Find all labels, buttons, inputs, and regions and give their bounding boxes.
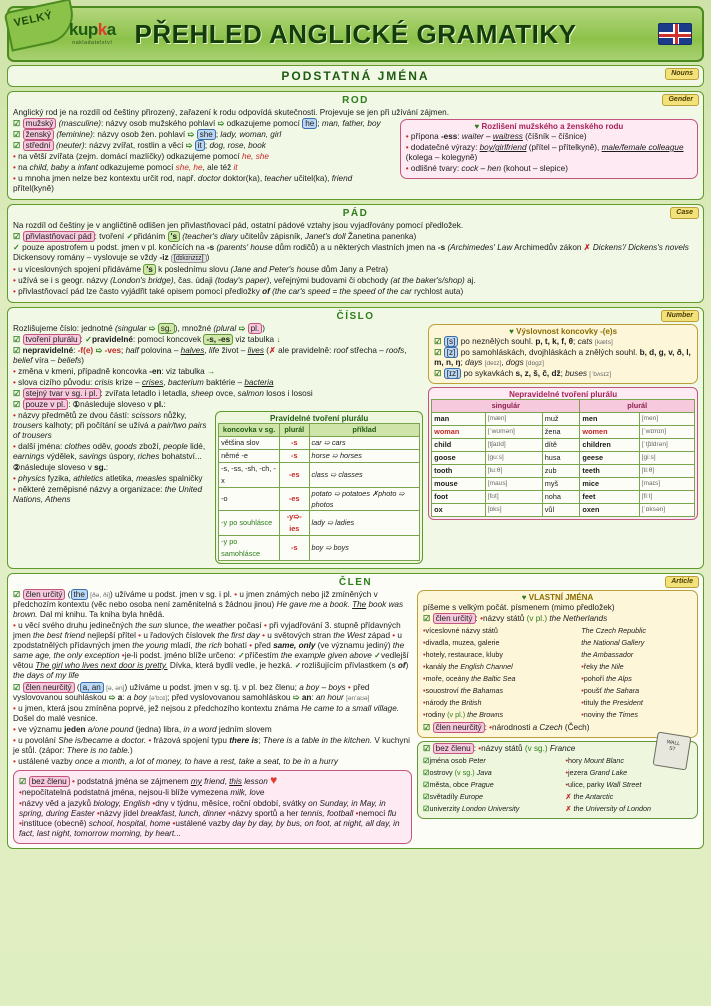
number-title: ČÍSLO — [336, 310, 375, 322]
no-article-box: ☑ bez členu • podstatná jména se zájmenem my friend, this lesson ♥ •nepočítatelná podstatná jména, nejsou-li blíže vymezena milk, love •názvy věd a jazyků biology, English •dny v týdnu, měsíce, roční období, svátky on Sunday, in May, in spring, during Easter •názvy jídel breakfast, lunch, dinner •názvy sportů a her tennis, football •nemocí flu •instituce (obecně) school, hospital, home •ustálené vazby day by day, by bus, on foot, at night, all day, in fact, last night, tomorrow morning, by heart... — [13, 770, 412, 845]
publisher-logo — [69, 20, 116, 46]
velky-badge-label: VELKÝ — [12, 9, 54, 30]
number-tag: Number — [661, 310, 699, 322]
velky-badge — [4, 0, 79, 52]
gender-box-title: Rozlišení mužského a ženského rodu — [481, 122, 624, 131]
gender-title: ROD — [342, 95, 369, 106]
irregular-plural-caption: Nepravidelné tvoření plurálu — [509, 389, 618, 399]
wall-street-sign-icon: WALL ST — [653, 731, 692, 770]
gender-distinction-box: ♥ Rozlišení mužského a ženského rodu • přípona -ess: waiter – waitress (číšník – číšnice) • dodatečné výrazy: boy/girlfriend (přítel – přítelkyně), male/female colleague (kolega – kolegyně) • odlišné tvary: cock – hen (kohout – slepice) — [400, 119, 698, 179]
col-plural: plurál — [280, 423, 310, 436]
article-title: ČLEN — [338, 576, 373, 588]
col-example: příklad — [309, 423, 420, 436]
table-row: tooth [tuːθ] zub teeth [tiːθ] — [432, 464, 695, 477]
nouns-tag: Nouns — [665, 68, 699, 80]
proper-nouns-intro: píšeme s velkým počát. písmenem (mimo předložek) — [423, 602, 615, 612]
table-row: -y po samohlásce -s boy ➯ boys — [219, 535, 420, 560]
table-row: foot [fʊt] noha feet [fiːt] — [432, 490, 695, 503]
case-title: PÁD — [342, 208, 369, 219]
nouns-title: PODSTATNÁ JMÉNA — [281, 69, 430, 83]
table-row: ox [ɒks] vůl oxen [ˈɒksən] — [432, 503, 695, 516]
number-band: ČÍSLO Number Rozlišujeme číslo: jednotné (singular ➯ sg. ), množné (plural ➯ pl. ) ☑ tvoření plurálu : ✓pravidelné: pomocí koncovek -s, -es viz tabulka ↓ ☑ nepravidelné: -f(e) ➯ -ves; half polovina – halves, life život – lives (✗ ale pravidelně: roof střecha – roofs, belief víra – beliefs) • změna v kmeni, případně koncovka -en: viz tabulka → • slova cizího původu: crisis krize – crises, bacterium baktérie – bacteria ☑ stejný tvar v sg. i pl. : zvířata letadlo i letadla, sheep ovce, salmon losos i lososi ☑ pouze v pl. : ①následuje sloveso v pl.: • názvy předmětů ze dvou částí: scissors nůžky, trousers kalhoty; při počítání se užívá a pair/two pairs of trousers • další jména: clothes oděv, goods zboží, people lidé, earnings výdělek, savings úspory, riches bohatství... ②následuje sloveso v sg.: • physics fyzika, athletics atletika, measles spalničky • některé zeměpisné názvy a organizace: the United Nations, Athens Pravidelné tvoření plurálu koncovka v sg. plurál příklad většina slov -s car ➯ cars němé -e -s horse ➯ horses -s, -ss, -sh, -ch, -x -es class ➯ classes -o -es potato ➯ potatoes ✗photo ➯ photos -y po souhlásce -y➯-ies lady ➯ ladies -y po samohlásce -s boy ➯ boys ♥ Výslovnost koncovky -(e)s ☑ [s] po neznělých souhl. p, t, k, f, θ; cats [kæts] ☑ [z] po samohláskách, dvojhláskách a znělých souhl. b, d, g, v, ð, l, m, n, ŋ; days [deɪz], dogs [dɒgz] ☑ [ɪz] po sykavkách s, z, š, č, dž; buses [ˈbʌsɪz] Nepravidelné tvoření plurálu singulár plurál man [mæn] muž men [men] woman [ˈwʊmən] žena women [ˈwɪmɪn] child [tʃaɪld] dítě children [ˈtʃɪldrən] goose [guːs] husa geese [giːs] tooth [tuːθ] zub teeth [tiːθ] mouse [maʊs] myš mice [maɪs] foot [fʊt] noha feet [fiːt] ox [ɒks] vůl oxen [ˈɒksən] — [7, 307, 704, 569]
table-row: goose [guːs] husa geese [giːs] — [432, 451, 695, 464]
table-row: woman [ˈwʊmən] žena women [ˈwɪmɪn] — [432, 425, 695, 438]
table-row: man [mæn] muž men [men] — [432, 412, 695, 425]
page-title: PŘEHLED ANGLICKÉ GRAMATIKY — [134, 18, 577, 49]
header — [7, 6, 704, 62]
gender-band: ROD Gender Anglický rod je na rozdíl od češtiny přirozený, zařazení k rodu odpovídá skutečnosti. Projevuje se jen při užívání zájmen. ☑ mužský (masculine): názvy osob mužského pohlaví ➯ odkazujeme pomocí he ; man, father, boy ☑ ženský (feminine): názvy osob žen. pohlaví ➯ she ; lady, woman, girl ☑ střední (neuter): názvy zvířat, rostlin a věcí ➯ it ; dog, rose, book • na větší zvířata (zejm. domácí mazlíčky) odkazujeme pomocí he, she • na child, baby a infant odkazujeme pomocí she, he, ale též it • u mnoha jmen nelze bez kontextu určit rod, např. doctor doktor(ka), teacher učitel(ka), friend přítel(kyně) ♥ Rozlišení mužského a ženského rodu • přípona -ess: waiter – waitress (číšník – číšnice) • dodatečné výrazy: boy/girlfriend (přítel – přítelkyně), male/female colleague (kolega – kolegyně) • odlišné tvary: cock – hen (kohout – slepice) — [7, 91, 704, 200]
regular-plural-table — [218, 423, 420, 561]
regular-plural-table-wrap — [215, 411, 423, 564]
proper-nouns-title: VLASTNÍ JMÉNA — [528, 592, 594, 602]
table-row: -s, -ss, -sh, -ch, -x -es class ➯ classes — [219, 462, 420, 487]
article-band: ČLEN Article ☑ člen určitý ( the [ðə, ði]) užíváme u podst. jmen v sg. i pl. • u jmen známých nebo již zmíněných v předchozím kontextu (věc nebo osoba není zaměnitelná s žádnou jinou) He gave me a book. The book was brown. Dal mi knihu. Ta kniha byla hnědá. • u věcí svého druhu jedinečných the sun slunce, the weather počasí • při vyjadřování 3. stupně přídavných jmen the best friend nejlepší přítel • u řadových číslovek the first day • u světových stran the West západ • u zpodstatnělých přídavných jmen the young mladí, the rich bohatí • před same, only (ve významu jediný) the same age, the only exception •je-li podst. jméno blíže určeno: ✓příčestím the example given above ✓vedlejší větou The girl who lives next door is pretty. Dívka, která bydlí vedle, je hezká. ✓rozlišujícím přívlastkem (s of) the days of my life ☑ člen neurčitý ( a, an [ə, ən]) užíváme u podst. jmen v sg. tj. v pl. bez členu; a boy – boys • před vyslovovanou souhláskou ➯ a: a boy [ə'bɔɪ]; před vyslovovanou samohláskou ➯ an: an hour [ən'aʊə] • u jmen, která jsou zmíněna poprvé, jež nejsou z předchozího kontextu známa He came to a small village. Došel do malé vesnice. • ve významu jeden a/one pound (jedna) libra, in a word jedním slovem • u povolání She is/became a doctor. • frázová spojení typu there is; There is a table in the kitchen. V kuchyni je stůl. (zápor: There is no table.) • ustálené vazby once a month, a lot of money, to have a rest, take a seat, to be in a hurry ☑ bez členu • podstatná jména se zájmenem my friend, this lesson ♥ •nepočítatelná podstatná jména, nejsou-li blíže vymezena milk, love •názvy věd a jazyků biology, English •dny v týdnu, měsíce, roční období, svátky on Sunday, in May, in spring, during Easter •názvy jídel breakfast, lunch, dinner •názvy sportů a her tennis, football •nemocí flu •instituce (obecně) school, hospital, home •ustálené vazby day by day, by bus, on foot, at night, all day, in fact, last night, tomorrow morning, by heart... ♥ VLASTNÍ JMÉNA píšeme s velkým počát. písmenem (mimo předložek) ☑ člen určitý : •názvy států (v pl.) the Netherlands •víceslovné názvy států The Czech Republic •divadla, muzea, galerie the National Gallery •hotely, restaurace, kluby the Ambassador •kanály the English Channel •řeky the Nile •moře, oceány the Baltic Sea •pohoří the Alps •souostroví the Bahamas •poušť the Sahara •národy the British •tituly the President •rodiny (v pl.) the Browns •noviny the Times ☑ člen neurčitý : •národnosti a Czech (Čech) ☑ bez členu : •názvy států (v sg.) France ☑jména osob Peter •hory Mount Blanc ☑ostrovy (v sg.) Java •jezera Grand Lake ☑města, obce Prague •ulice, parky Wall Street ☑světadíly Europe ✗ the Antarctic ☑univerzity London University ✗ the University of London WALL ST — [7, 573, 704, 850]
pronunciation-box-title: Výslovnost koncovky -(e)s — [516, 326, 618, 336]
table-row: mouse [maʊs] myš mice [maɪs] — [432, 477, 695, 490]
gender-tag: Gender — [662, 94, 699, 106]
proper-nouns-box: ♥ VLASTNÍ JMÉNA píšeme s velkým počát. písmenem (mimo předložek) ☑ člen určitý : •názvy států (v pl.) the Netherlands •víceslovné názvy států The Czech Republic •divadla, muzea, galerie the National Gallery •hotely, restaurace, kluby the Ambassador •kanály the English Channel •řeky the Nile •moře, oceány the Baltic Sea •pohoří the Alps •souostroví the Bahamas •poušť the Sahara •národy the British •tituly the President •rodiny (v pl.) the Browns •noviny the Times ☑ člen neurčitý : •národnosti a Czech (Čech) — [417, 590, 698, 738]
table-row: většina slov -s car ➯ cars — [219, 436, 420, 449]
gender-intro: Anglický rod je na rozdíl od češtiny přirozený, zařazení k rodu odpovídá skutečnosti. Projevuje se jen při užívání zájmen. — [13, 108, 449, 117]
article-tag: Article — [665, 576, 699, 588]
case-tag: Case — [670, 207, 699, 219]
no-article-proper-box: ☑ bez členu : •názvy států (v sg.) France ☑jména osob Peter •hory Mount Blanc ☑ostrovy (v sg.) Java •jezera Grand Lake ☑města, obce Prague •ulice, parky Wall Street ☑světadíly Europe ✗ the Antarctic ☑univerzity London University ✗ the University of London WALL ST — [417, 741, 698, 819]
logo-sub: nakladatelství — [72, 40, 113, 46]
table-row: -y po souhlásce -y➯-ies lady ➯ ladies — [219, 510, 420, 535]
irregular-plural-table — [431, 399, 695, 517]
irregular-plural-table-wrap — [428, 387, 698, 520]
pronunciation-box: ♥ Výslovnost koncovky -(e)s ☑ [s] po neznělých souhl. p, t, k, f, θ; cats [kæts] ☑ [z] po samohláskách, dvojhláskách a znělých souhl. b, d, g, v, ð, l, m, n, ŋ; days [deɪz], dogs [dɒgz] ☑ [ɪz] po sykavkách s, z, š, č, dž; buses [ˈbʌsɪz] — [428, 324, 698, 384]
table-row: němé -e -s horse ➯ horses — [219, 449, 420, 462]
logo-main: kupka — [69, 20, 116, 39]
col-singular: singulár — [432, 399, 580, 412]
col-plural: plurál — [580, 399, 695, 412]
case-intro: Na rozdíl od češtiny je v angličtině odlišen jen přivlastňovací pád, ostatní pádové vztahy jsou vyjadřovány pomocí předložek. — [13, 221, 464, 230]
number-intro: Rozlišujeme číslo: jednotné (singular ➯ sg. ), množné (plural ➯ pl. ) — [13, 323, 266, 333]
regular-plural-caption: Pravidelné tvoření plurálu — [270, 413, 369, 423]
case-band: PÁD Case Na rozdíl od češtiny je v angličtině odlišen jen přivlastňovací pád, ostatní pádové vztahy jsou vyjadřovány pomocí předložek. ☑ přivlastňovací pád : tvoření ✓přidáním 's (teacher's diary učitelův zápisník, Janet's doll Žanetina panenka) ✓ pouze apostrofem u podst. jmen v pl. končících na -s (parents' house dům rodičů) a u některých vlastních jmen na -s (Archimedes' Law Archimedův zákon ✗ Dickens'/ Dickens's novels Dickensovy romány – vyslovuje se vždy -iz [dɪkɪnzɪz] ) • u víceslovných spojení přidáváme 's k poslednímu slovu (Jane and Peter's house dům Jany a Petra) • užívá se i s geogr. názvy (London's bridge), čas. údaji (today's paper), veřejnými budovami či obchody (at the baker's/shop) aj. • přivlastňovací pád lze často vyjádřit také opisem pomocí předložky of (the car's speed = the speed of the car rychlost auta) — [7, 204, 704, 303]
nouns-header-band — [7, 65, 704, 87]
col-ending: koncovka v sg. — [219, 423, 280, 436]
table-row: child [tʃaɪld] dítě children [ˈtʃɪldrən] — [432, 438, 695, 451]
uk-flag-icon — [658, 23, 692, 45]
table-row: -o -es potato ➯ potatoes ✗photo ➯ photos — [219, 487, 420, 510]
